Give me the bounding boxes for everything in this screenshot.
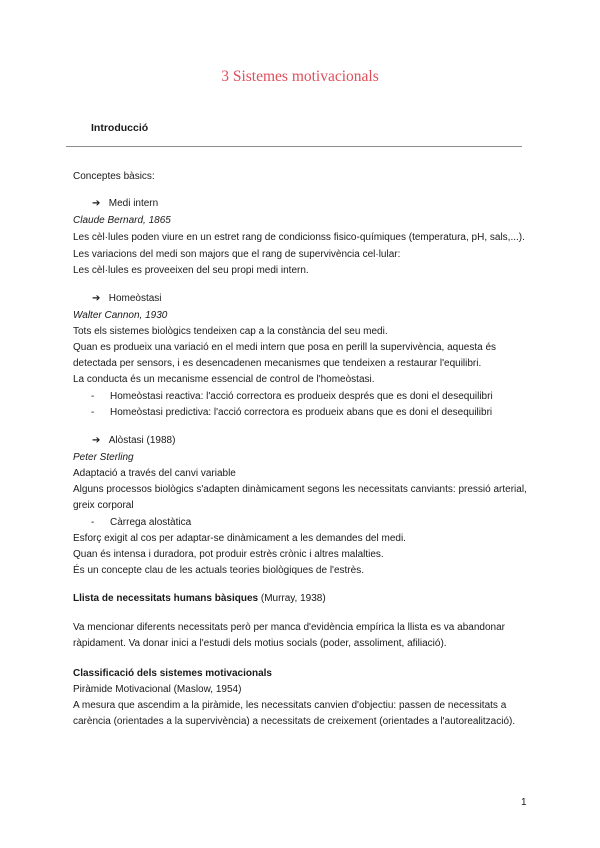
homeostasi-bullet: Homeòstasi predictiva: l'acció correctora es produeix abans que es doni el desequilibri	[110, 407, 493, 418]
homeostasi-line: detectada per sensors, i es desencadenen mecanismes que tendeixen a restaurar l'equilibri.	[73, 358, 482, 369]
classificacio-line: A mesura que ascendim a la piràmide, les necessitats canvien d'objectiu: passen de necessitats a	[73, 700, 507, 711]
murray-heading-suffix: (Murray, 1938)	[260, 593, 326, 604]
alostasi-line: Quan és intensa i duradora, pot produir estrès crònic i altres malalties.	[73, 549, 384, 560]
alostasi-line: És un concepte clau de les actuals teories biològiques de l'estrès.	[73, 565, 364, 576]
alostasi-line: Alguns processos biològics s'adapten dinàmicament segons les necessitats canviants: pressió arterial,	[73, 484, 527, 495]
alostasi-line: greix corporal	[73, 500, 134, 511]
homeostasi-line: Tots els sistemes biològics tendeixen cap a la constància del seu medi.	[73, 326, 388, 337]
homeostasi-line: La conducta és un mecanisme essencial de control de l'homeòstasi.	[73, 374, 375, 385]
homeostasi-heading	[92, 292, 162, 306]
alostasi-author: Peter Sterling	[73, 452, 134, 463]
medi-line: Les cèl·lules poden viure en un estret rang de condicionss fisico-químiques (temperatura, pH, sals,...).	[73, 232, 525, 243]
arrow-right-icon: ➔	[92, 293, 101, 304]
list-bullet: -	[91, 517, 95, 528]
list-bullet: -	[91, 391, 95, 402]
homeostasi-bullet: Homeòstasi reactiva: l'acció correctora es produeix després que es doni el desequilibri	[110, 391, 493, 402]
medi-line: Les variacions del medi son majors que el rang de supervivència cel·lular:	[73, 249, 401, 260]
murray-line: ràpidament. Va donar inici a l'estudi dels motius socials (poder, assoliment, afiliació).	[73, 638, 447, 649]
section-divider	[66, 146, 522, 147]
arrow-right-icon: ➔	[92, 435, 101, 446]
intro-heading: Introducció	[91, 122, 149, 134]
classificacio-subheading: Piràmide Motivacional (Maslow, 1954)	[73, 684, 242, 695]
classificacio-line: carència (orientades a la supervivència) a necessitats de creixement (orientades a l'autorealització).	[73, 716, 516, 727]
page-title: 3 Sistemes motivacionals	[221, 68, 379, 85]
alostasi-bullet: Càrrega alostàtica	[110, 517, 192, 528]
list-bullet: -	[91, 407, 95, 418]
alostasi-line: Adaptació a través del canvi variable	[73, 468, 236, 479]
page-number: 1	[521, 797, 527, 808]
basic-concepts-label: Conceptes bàsics:	[73, 171, 155, 182]
medi-intern-author: Claude Bernard, 1865	[73, 215, 171, 226]
classificacio-heading: Classificació dels sistemes motivacionals	[73, 668, 272, 679]
medi-intern-heading	[92, 197, 158, 211]
alostasi-line: Esforç exigit al cos per adaptar-se dinàmicament a les demandes del medi.	[73, 533, 406, 544]
alostasi-label: Alòstasi (1988)	[108, 435, 176, 446]
homeostasi-label: Homeòstasi	[108, 293, 162, 304]
homeostasi-author: Walter Cannon, 1930	[73, 310, 168, 321]
homeostasi-line: Quan es produeix una variació en el medi intern que posa en perill la supervivència, aquesta és	[73, 342, 497, 353]
medi-intern-label: Medi intern	[108, 198, 159, 209]
murray-line: Va mencionar diferents necessitats però per manca d'evidència empírica la llista es va abandonar	[73, 622, 505, 633]
murray-heading-text: Llista de necessitats humans bàsiques	[73, 593, 259, 604]
murray-heading	[73, 592, 326, 606]
arrow-right-icon: ➔	[92, 198, 101, 209]
medi-line: Les cèl·lules es proveeixen del seu propi medi intern.	[73, 265, 309, 276]
alostasi-heading	[92, 434, 175, 448]
